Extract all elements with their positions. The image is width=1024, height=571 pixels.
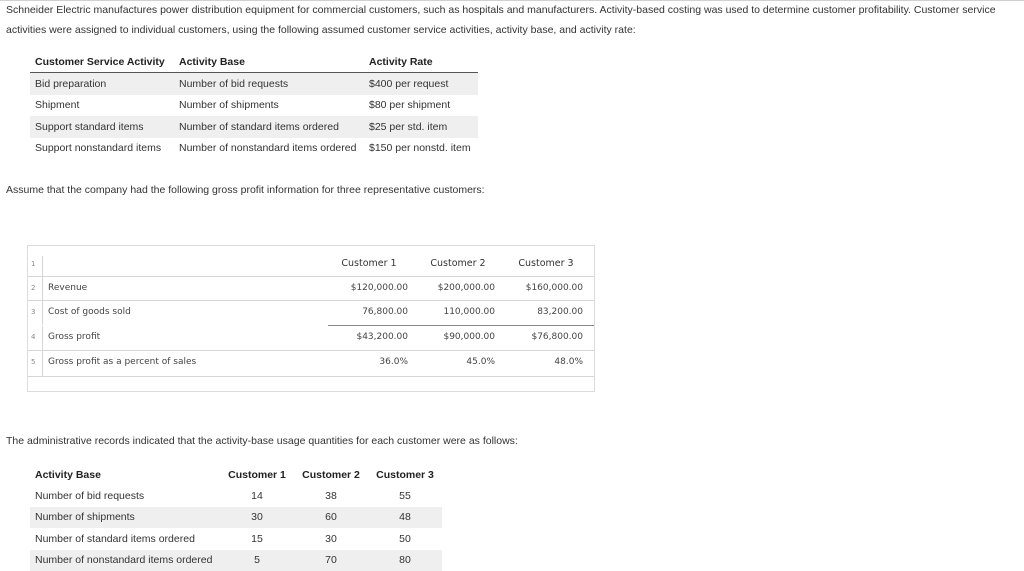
table-cell: 30 — [325, 532, 337, 545]
table-cell: 5 — [220, 550, 294, 571]
row-number: 1 — [31, 260, 36, 268]
table-cell: Support standard items — [30, 116, 174, 138]
table-cell: 48 — [368, 507, 442, 529]
table-header-row — [30, 52, 478, 73]
table-cell: $25 per std. item — [364, 116, 478, 138]
row-label: Revenue — [48, 283, 88, 293]
table-row — [30, 116, 478, 138]
row-number-divider — [42, 351, 43, 376]
column-header: Customer 3 — [518, 258, 574, 269]
row-label: Gross profit — [48, 332, 101, 342]
table-cell: Support nonstandard items — [35, 142, 162, 155]
table-row — [30, 73, 478, 95]
table-cell: Number of bid requests — [35, 489, 145, 502]
table-cell: 70 — [294, 550, 368, 571]
column-header: Activity Base — [35, 469, 101, 481]
table-row — [30, 485, 442, 507]
cell-value: $90,000.00 — [443, 332, 495, 342]
table-cell: Number of standard items ordered — [174, 116, 364, 138]
row-label: Gross profit as a percent of sales — [48, 357, 197, 367]
table-cell: 30 — [220, 507, 294, 529]
table-cell: 80 — [368, 550, 442, 571]
table-cell: Shipment — [35, 99, 80, 112]
gross-profit-paragraph: Assume that the company had the following gross profit information for three representative customers: — [6, 184, 485, 196]
table-cell: Number of nonstandard items ordered — [30, 550, 220, 571]
column-header: Customer 3 — [376, 469, 434, 481]
table-header-row — [30, 465, 442, 485]
column-header: Activity Rate — [364, 52, 478, 73]
table-cell: 60 — [294, 507, 368, 529]
row-number-divider — [42, 256, 43, 276]
row-number-divider — [42, 326, 43, 350]
cell-value: 36.0% — [379, 357, 408, 367]
cell-value: $120,000.00 — [350, 283, 408, 293]
cell-value: $43,200.00 — [356, 332, 408, 342]
table-row — [30, 550, 442, 571]
spreadsheet-header-row — [28, 256, 594, 276]
row-number: 2 — [31, 284, 36, 292]
table-cell: $80 per shipment — [369, 99, 451, 112]
table-cell: Number of bid requests — [174, 73, 364, 95]
column-header: Customer 1 — [228, 469, 286, 481]
table-cell: 55 — [399, 489, 411, 502]
column-header: Customer Service Activity — [30, 52, 174, 73]
cell-value: $160,000.00 — [525, 283, 583, 293]
table-row — [30, 138, 478, 160]
spreadsheet-row — [28, 277, 594, 300]
table-cell: 38 — [325, 489, 337, 502]
table-cell: Number of shipments — [30, 507, 220, 529]
table-cell: Number of nonstandard items ordered — [179, 142, 357, 155]
intro-paragraph: Schneider Electric manufactures power distribution equipment for commercial customers, such as hospitals and manufacturers. Activity-based costing was used to determine customer profitability. Customer service activities were assigned to individual customers, using the following assumed customer service activities, activity base, and activity rate: — [6, 4, 996, 36]
column-header: Customer 2 — [430, 258, 486, 269]
column-header: Customer 2 — [302, 469, 360, 481]
table-cell: $150 per nonstd. item — [369, 142, 471, 155]
row-number-divider — [42, 277, 43, 300]
table-cell: 14 — [251, 489, 263, 502]
cell-value: 76,800.00 — [362, 307, 408, 317]
row-number: 5 — [31, 358, 36, 366]
table-cell: 50 — [399, 532, 411, 545]
table-cell: $400 per request — [364, 73, 478, 95]
activity-usage-table — [30, 465, 442, 571]
table-row — [30, 507, 442, 529]
spreadsheet-row — [28, 326, 594, 350]
gross-profit-spreadsheet — [27, 245, 595, 392]
cell-value: $200,000.00 — [437, 283, 495, 293]
table-row — [30, 528, 442, 550]
cell-value: 48.0% — [554, 357, 583, 367]
cell-value: 110,000.00 — [443, 307, 495, 317]
row-number-divider — [42, 301, 43, 325]
cell-value: $76,800.00 — [531, 332, 583, 342]
spreadsheet-row — [28, 301, 594, 325]
cell-value: 83,200.00 — [537, 307, 583, 317]
table-cell: 15 — [251, 532, 263, 545]
activity-rates-table — [30, 52, 478, 159]
row-label: Cost of goods sold — [48, 307, 131, 317]
spreadsheet-row — [28, 351, 594, 376]
usage-paragraph: The administrative records indicated that the activity-base usage quantities for each customer were as follows: — [6, 435, 518, 447]
row-number: 3 — [31, 308, 36, 316]
row-divider — [28, 376, 594, 377]
table-row — [30, 95, 478, 117]
column-header: Activity Base — [174, 52, 364, 73]
table-cell: Number of shipments — [179, 99, 279, 112]
table-cell: Number of standard items ordered — [35, 532, 195, 545]
row-number: 4 — [31, 333, 36, 341]
column-header: Customer 1 — [341, 258, 397, 269]
cell-value: 45.0% — [466, 357, 495, 367]
table-cell: Bid preparation — [30, 73, 174, 95]
